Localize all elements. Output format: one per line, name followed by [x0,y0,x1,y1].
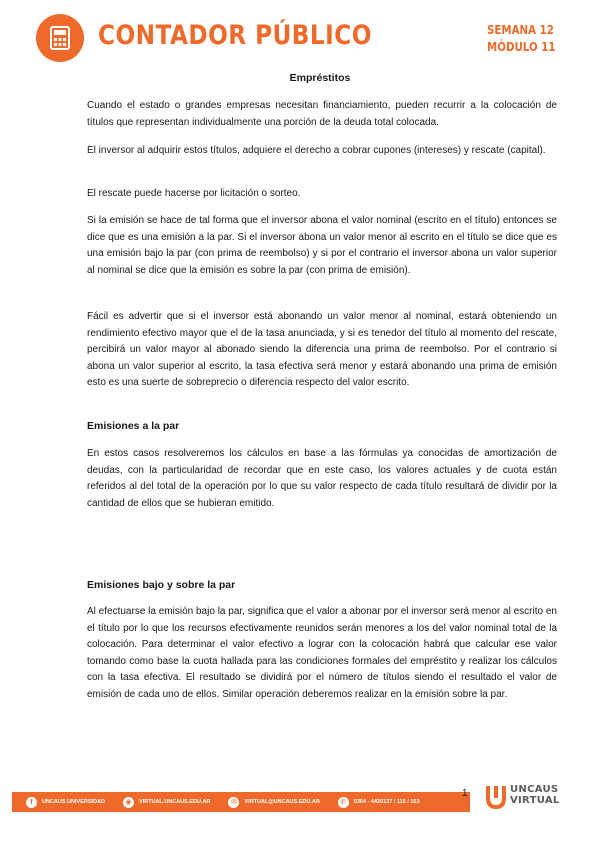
header-title: CONTADOR PÚBLICO [98,20,372,51]
section-heading-emisiones-bajo-sobre-la-par: Emisiones bajo y sobre la par [87,579,236,591]
phone-icon: ✆ [338,797,349,808]
footer-email[interactable]: ✉ VIRTUAL@UNCAUS.EDU.AR [228,797,319,808]
header-course-info [487,21,555,55]
footer-facebook[interactable]: f UNCAUS UNIVERSIDAD [26,797,105,808]
paragraph: Al efectuarse la emisión bajo la par, significa que el valor a abonar por el inversor será menor al escrito en el título por lo que los recursos efectivamente reunidos serán menores a los del valor nominal total de la colocación. Para determinar el valor efectivo a lograr con la colocación habrá que calcular ese valor tomando como base la cuota hallada para las condiciones formales del empréstito y realizar los cálculos con la tasa efectiva. El resultado se dividirá por el número de títulos siendo el resultado el valor de emisión de cada uno de ellos. Similar operación deberemos realizar en la emisión sobre la par. [87,606,557,700]
globe-icon: ◉ [123,797,134,808]
paragraph: En estos casos resolveremos los cálculos en base a las fórmulas ya conocidas de amortización de deudas, con la particularidad de recordar que en este caso, los valores actuales y de cuota están referidos al del total de la operación por lo que su valor respecto de cada título resultará de dividir por la cantidad de ellos que se hubieran emitido. [87,448,557,509]
footer-phone[interactable]: ✆ 0364 - 4420137 / 115 / 153 [338,797,420,808]
uncaus-u-logo-icon [485,784,507,810]
uncaus-virtual-logo [485,784,560,810]
mail-icon: ✉ [228,797,239,808]
document-title: Empréstitos [289,72,351,84]
logo-text: UNCAUS VIRTUAL [510,784,560,806]
footer-website[interactable]: ◉ VIRTUAL.UNCAUS.EDU.AR [123,797,211,808]
section-heading-emisiones-a-la-par: Emisiones a la par [87,420,180,432]
page-number: 1 [462,788,468,799]
paragraph: El inversor al adquirir estos títulos, adquiere el derecho a cobrar cupones (intereses) y rescate (capital). [87,145,546,156]
paragraph: Si la emisión se hace de tal forma que el inversor abona el valor nominal (escrito en el título) entonces se dice que es una emisión a la par. Si el inversor abona un valor menor al escrito en el título se dice que es una emisión bajo la par (con prima de reembolso) y si por el contrario el inversor abona un valor superior al nominal se dice que la emisión es sobre la par (con prima de emisión). [87,215,557,276]
footer-contact-bar [12,792,470,812]
week-label: SEMANA 12 [486,22,554,37]
paragraph: Fácil es advertir que si el inversor está abonando un valor menor al nominal, estará obteniendo un rendimiento efectivo mayor que el de la tasa anunciada, y si es tenedor del título al momento del rescate, percibirá un valor mayor al abonado siendo la diferencia una prima de reembolso. Por el contrario si abona un valor superior al escrito, la tasa efectiva será menor y estará abonando una prima de emisión esto es una suerte de sobreprecio o diferencia respecto del valor escrito. [87,311,557,389]
paragraph: El rescate puede hacerse por licitación o sorteo. [87,188,301,199]
facebook-icon: f [26,797,37,808]
paragraph: Cuando el estado o grandes empresas necesitan financiamiento, pueden recurrir a la colocación de títulos que representan individualmente una porción de la deuda total colocada. [87,100,557,128]
module-label: MÓDULO 11 [486,39,555,54]
calculator-icon [36,14,84,62]
